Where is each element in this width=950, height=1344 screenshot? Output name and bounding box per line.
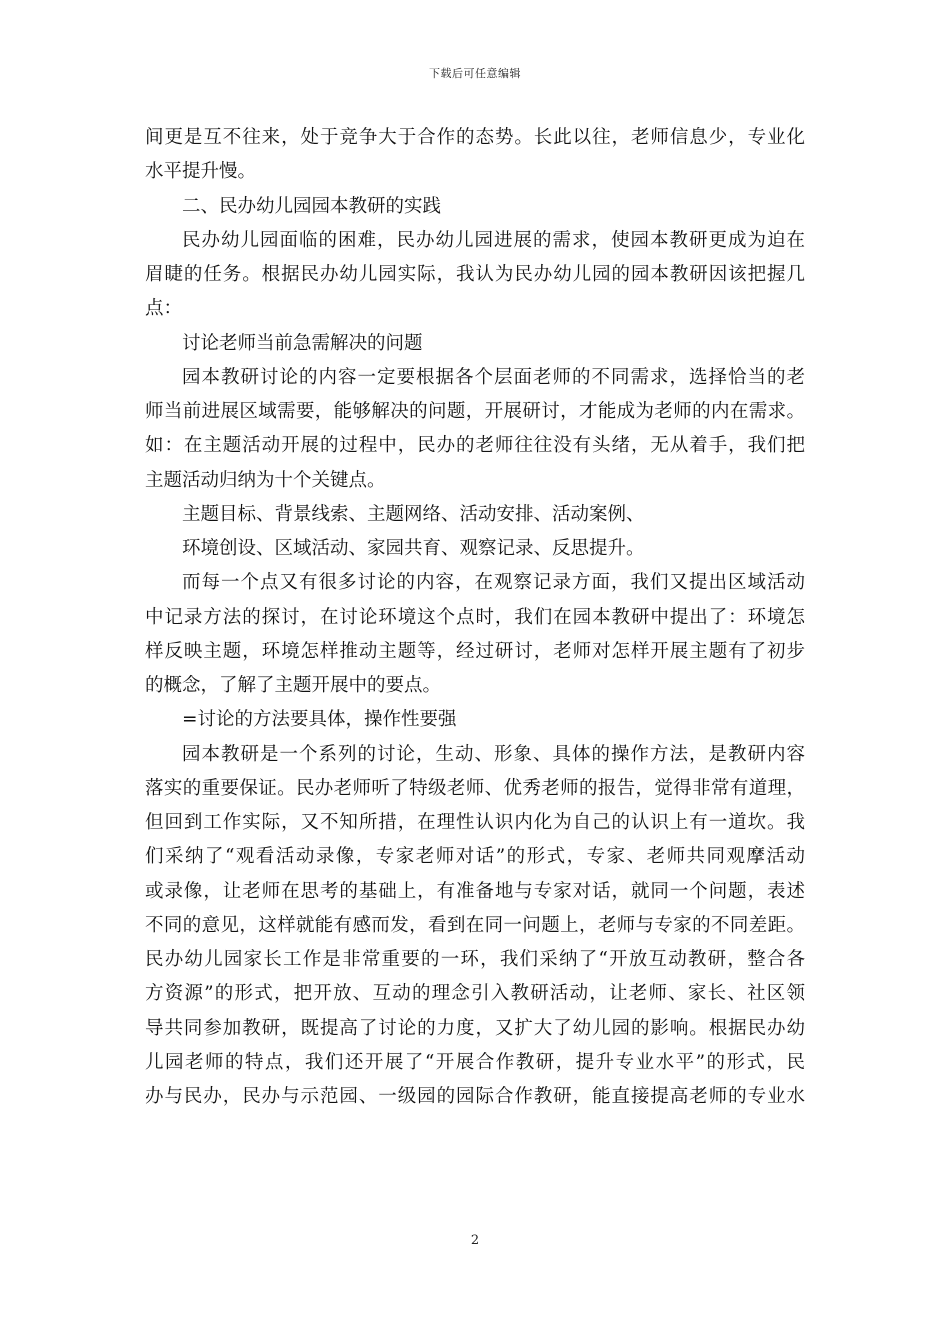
text-line: 而每一个点又有很多讨论的内容，在观察记录方面，我们又提出区域活动 bbox=[182, 572, 805, 594]
text-line: 民办幼儿园面临的困难，民办幼儿园进展的需求，使园本教研更成为迫在 bbox=[182, 229, 805, 251]
text-line: 办与民办，民办与示范园、一级园的园际合作教研，能直接提高老师的专业水 bbox=[145, 1086, 805, 1107]
text-line: 中记录方法的探讨，在讨论环境这个点时，我们在园本教研中提出了：环境怎 bbox=[145, 606, 805, 628]
text-line: 导共同参加教研，既提高了讨论的力度，又扩大了幼儿园的影响。根据民办幼 bbox=[145, 1017, 805, 1039]
text-line: 师当前进展区域需要，能够解决的问题，开展研讨，才能成为老师的内在需求。 bbox=[145, 401, 805, 422]
text-line: 民办幼儿园家长工作是非常重要的一环，我们采纳了“开放互动教研，整合各 bbox=[145, 949, 805, 970]
page-header: 下载后可任意编辑 bbox=[429, 67, 521, 80]
text-line: 主题活动归纳为十个关键点。 bbox=[145, 469, 386, 491]
text-line: 落实的重要保证。民办老师听了特级老师、优秀老师的报告，觉得非常有道理， bbox=[145, 777, 805, 799]
section-heading: 二、民办幼儿园园本教研的实践 bbox=[182, 195, 442, 217]
subsection-heading: 讨论老师当前急需解决的问题 bbox=[182, 332, 423, 354]
body-text bbox=[145, 121, 805, 1114]
list-line: 环境创设、区域活动、家园共育、观察记录、反思提升。 bbox=[182, 538, 645, 559]
text-line: 不同的意见，这样就能有感而发，看到在同一问题上，老师与专家的不同差距。 bbox=[145, 914, 805, 936]
text-line: 如：在主题活动开展的过程中，民办的老师往往没有头绪，无从着手，我们把 bbox=[145, 435, 805, 457]
text-line: 间更是互不往来，处于竞争大于合作的态势。长此以往，老师信息少，专业化 bbox=[145, 127, 805, 148]
text-line: 园本教研是一个系列的讨论，生动、形象、具体的操作方法，是教研内容 bbox=[182, 743, 805, 765]
page-number: 2 bbox=[470, 1233, 480, 1248]
text-line: 但回到工作实际，又不知所措，在理性认识内化为自己的认识上有一道坎。我 bbox=[145, 812, 805, 833]
text-line: 点： bbox=[145, 298, 183, 320]
text-line: 或录像，让老师在思考的基础上，有准备地与专家对话，就同一个问题，表述 bbox=[145, 880, 805, 902]
subsection-heading: =讨论的方法要具体，操作性要强 bbox=[182, 709, 457, 731]
list-line: 主题目标、背景线索、主题网络、活动安排、活动案例、 bbox=[182, 503, 645, 525]
text-line: 水平提升慢。 bbox=[145, 161, 257, 183]
text-line: 样反映主题，环境怎样推动主题等，经过研讨，老师对怎样开展主题有了初步 bbox=[145, 640, 805, 662]
text-line: 园本教研讨论的内容一定要根据各个层面老师的不同需求，选择恰当的老 bbox=[182, 366, 805, 388]
text-line: 们采纳了“观看活动录像，专家老师对话”的形式，专家、老师共同观摩活动 bbox=[145, 846, 805, 868]
text-line: 方资源”的形式，把开放、互动的理念引入教研活动，让老师、家长、社区领 bbox=[145, 983, 805, 1005]
text-line: 儿园老师的特点，我们还开展了“开展合作教研，提升专业水平”的形式，民 bbox=[145, 1051, 805, 1073]
text-line: 的概念，了解了主题开展中的要点。 bbox=[145, 675, 442, 696]
text-line: 眉睫的任务。根据民办幼儿园实际，我认为民办幼儿园的园本教研因该把握几 bbox=[145, 264, 805, 285]
